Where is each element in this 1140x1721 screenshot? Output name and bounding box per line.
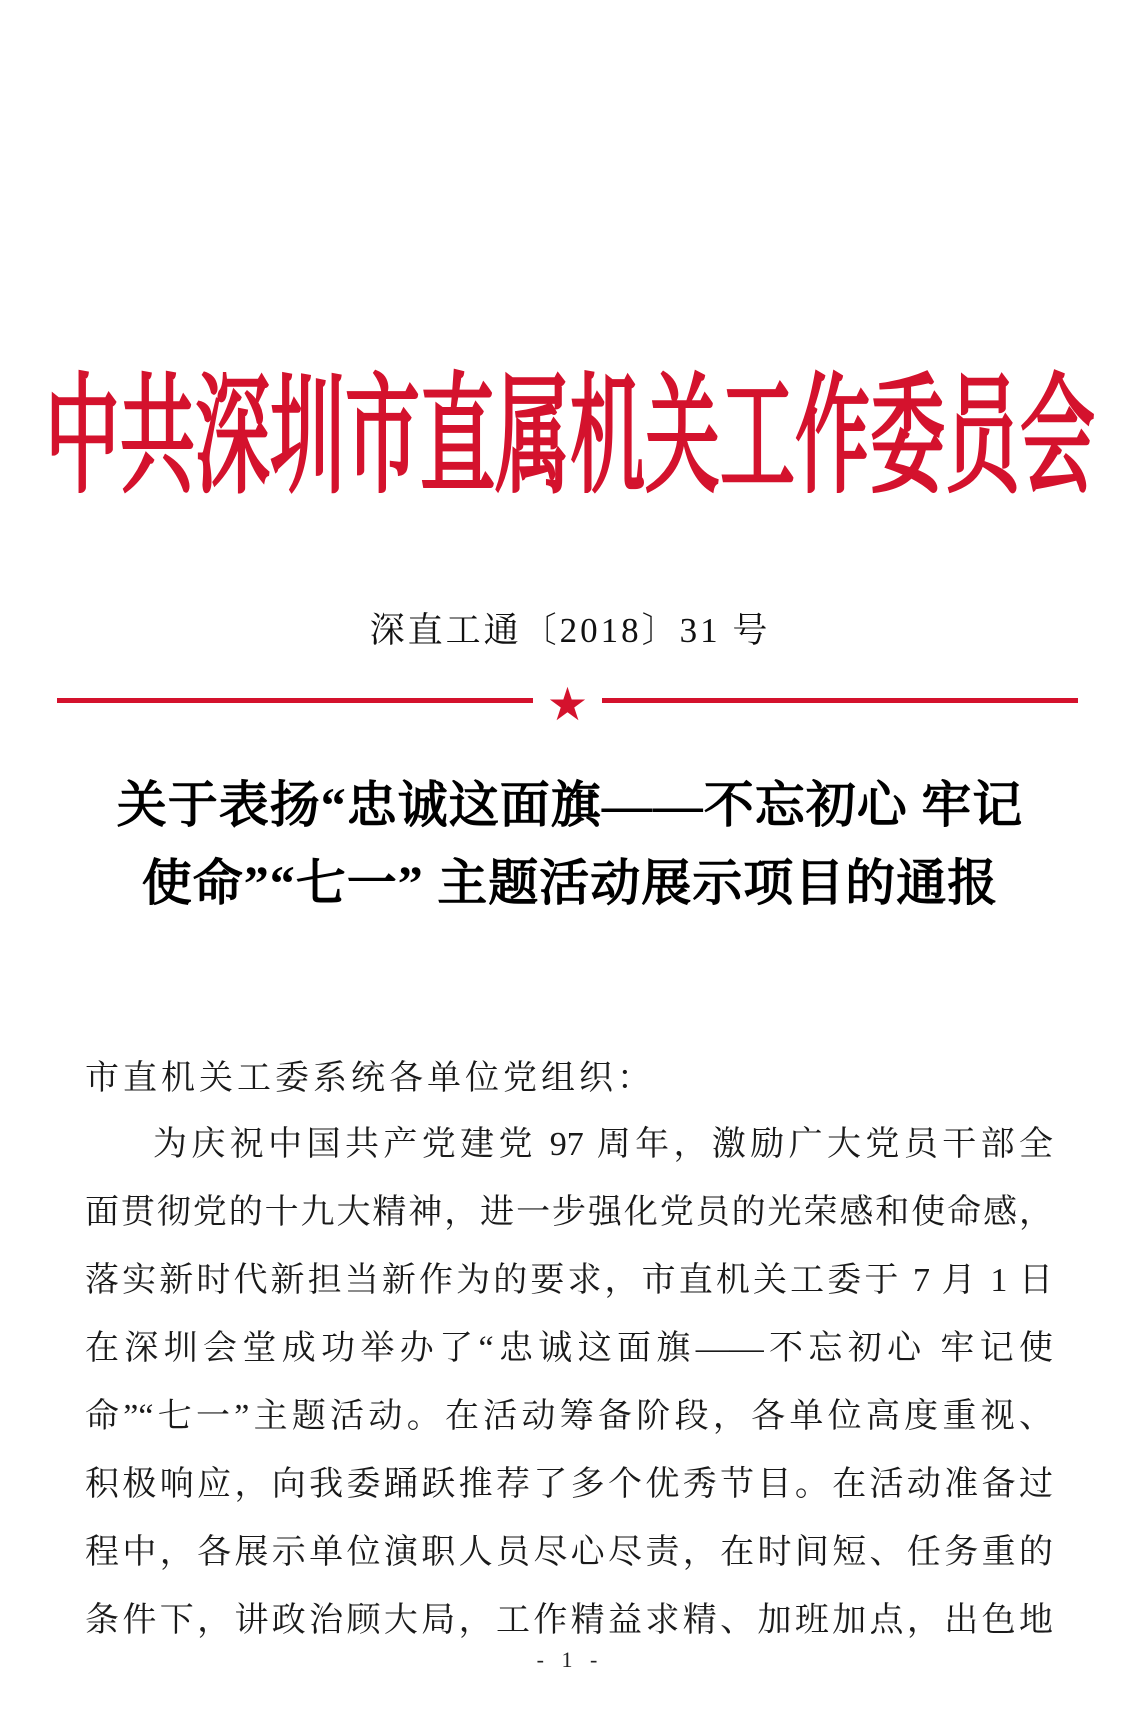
document-title-line2: 使命”“七一” 主题活动展示项目的通报 (141, 855, 999, 911)
paragraph-line: 为庆祝中国共产党建党 97 周年，激励广大党员干部全 (153, 1126, 1053, 1163)
body-paragraph (85, 1111, 1053, 1655)
letterhead (0, 340, 1140, 510)
paragraph-line: 条件下，讲政治顾大局，工作精益求精、加班加点，出色地 (85, 1602, 1053, 1639)
org-name-heading: 中共深圳市直属机关工作委员会 (45, 365, 1095, 510)
star-icon: ★ (546, 679, 589, 730)
paragraph-line: 命”“七一”主题活动。在活动筹备阶段，各单位高度重视、 (85, 1398, 1053, 1435)
paragraph-line: 在深圳会堂成功举办了“忠诚这面旗——不忘初心 牢记使 (85, 1330, 1053, 1367)
paragraph-line: 积极响应，向我委踊跃推荐了多个优秀节目。在活动准备过 (85, 1466, 1053, 1503)
paragraph-line: 落实新时代新担当新作为的要求，市直机关工委于 7 月 1 日 (85, 1262, 1053, 1299)
paragraph-line: 面贯彻党的十九大精神，进一步强化党员的光荣感和使命感， (85, 1194, 1053, 1231)
paragraph-line: 程中，各展示单位演职人员尽心尽责，在时间短、任务重的 (85, 1534, 1053, 1571)
page-number: - 1 - (536, 1647, 604, 1672)
red-rule-left (57, 698, 533, 703)
red-rule-divider (57, 672, 1078, 728)
document-title (70, 766, 1070, 922)
document-title-line1: 关于表扬“忠诚这面旗——不忘初心 牢记 (116, 777, 1024, 833)
doc-number: 深直工通〔2018〕31 号 (369, 611, 771, 650)
red-rule-right (602, 698, 1078, 703)
salutation: 市直机关工委系统各单位党组织： (85, 1060, 655, 1097)
